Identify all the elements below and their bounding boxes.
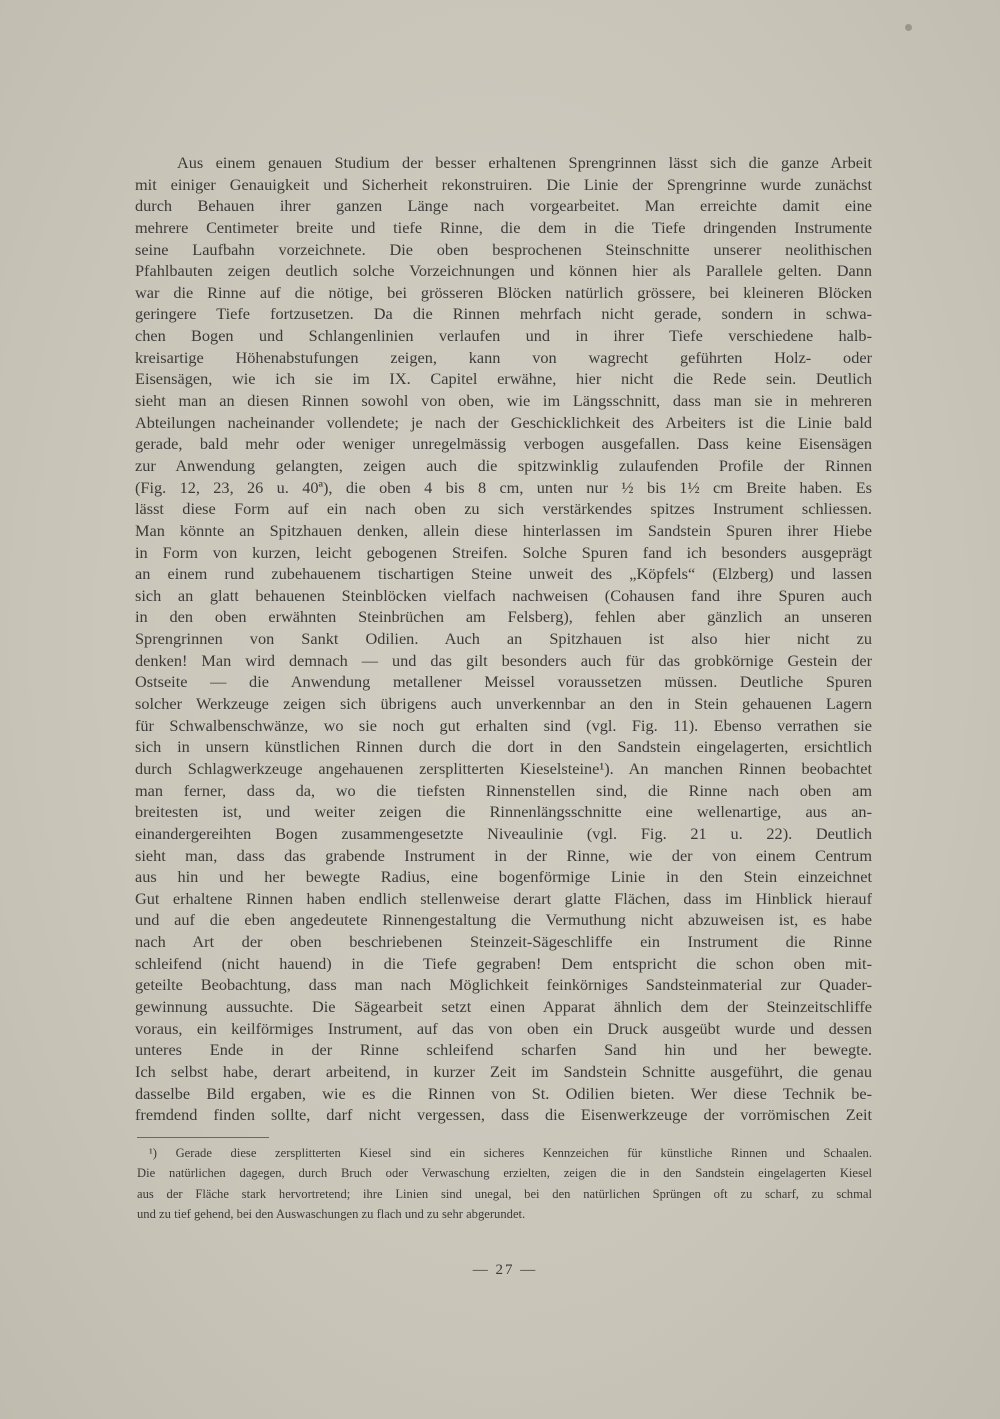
text-line: chen Bogen und Schlangenlinien verlaufen und in ihrer Tiefe verschiedene halb- [135,326,872,346]
text-line: man ferner, dass da, wo die tiefsten Rinnenstellen sind, die Rinne nach oben am [135,780,872,800]
text-line: dasselbe Bild ergaben, wie es die Rinnen von St. Odilien bieten. Wer diese Technik be- [135,1083,872,1103]
ink-speck [905,24,912,31]
text-line: geringere Tiefe fortzusetzen. Da die Rinnen mehrfach nicht gerade, sondern in schwa- [135,304,872,324]
text-line: Man könnte an Spitzhauen denken, allein diese hinterlassen im Sandstein Spuren ihrer Hiebe [135,520,872,540]
text-line: denken! Man wird demnach — und das gilt besonders auch für das grobkörnige Gestein der [135,650,872,670]
footnote-line: und zu tief gehend, bei den Auswaschungen zu flach und zu sehr abgerundet. [137,1206,526,1221]
footnote-divider [137,1137,269,1138]
text-line: durch Schlagwerkzeuge angehauenen zersplitterten Kieselsteine¹). An manchen Rinnen beobachtet [135,758,872,778]
text-line: Pfahlbauten zeigen deutlich solche Vorzeichnungen und können hier als Parallele gelten. Dann [135,261,872,281]
text-line: aus hin und her bewegte Radius, eine bogenförmige Linie in den Stein einzeichnet [135,867,872,887]
text-line: sich an glatt behauenen Steinblöcken vielfach nachweisen (Cohausen fand ihre Spuren auch [135,585,872,605]
text-line: in den oben erwähnten Steinbrüchen am Felsberg), fehlen aber gänzlich an unseren [135,607,872,627]
text-line: Eisensägen, wie ich sie im IX. Capitel erwähne, hier nicht die Rede sein. Deutlich [135,369,872,389]
text-line: nach Art der oben beschriebenen Steinzeit-Sägeschliffe ein Instrument die Rinne [135,932,872,952]
body-text [135,152,872,1126]
text-line: unteres Ende in der Rinne schleifend scharfen Sand hin und her bewegte. [135,1040,872,1060]
text-line: breitesten ist, und weiter zeigen die Rinnenlängsschnitte eine wellenartige, aus an- [135,802,872,822]
text-line: Abteilungen nacheinander vollendete; je nach der Geschicklichkeit des Arbeiters ist die Linie bald [135,412,872,432]
text-line: geteilte Beobachtung, dass man nach Möglichkeit feinkörniges Sandsteinmaterial zur Quader- [135,975,872,995]
footnote-line: Die natürlichen dagegen, durch Bruch oder Verwaschung erzielten, zeigen die in den Sandstein eingelagerten Kiesel [137,1166,872,1181]
text-line: gewinnung aussuchte. Die Sägearbeit setzt einen Apparat ähnlich dem der Steinzeitschliffe [135,996,872,1016]
text-line: gerade, bald mehr oder weniger unregelmässig verbogen ausgefallen. Dass keine Eisensägen [135,434,872,454]
text-line: zur Anwendung gelangten, zeigen auch die spitzwinklig zulaufenden Profile der Rinnen [135,455,872,475]
footnote-line: ¹) Gerade diese zersplitterten Kiesel sind ein sicheres Kennzeichen für künstliche Rinnen und Schaalen. [149,1146,872,1160]
text-line: lässt diese Form auf ein nach oben zu sich verstärkendes spitzes Instrument schliessen. [135,499,872,519]
text-line: Aus einem genauen Studium der besser erhaltenen Sprengrinnen lässt sich die ganze Arbeit [177,153,872,172]
text-line: mehrere Centimeter breite und tiefe Rinne, die dem in die Tiefe dringenden Instrumente [135,217,872,237]
text-line: Ich selbst habe, derart arbeitend, in kurzer Zeit im Sandstein Schnitte ausgeführt, die genau [135,1061,872,1081]
text-line: fremdend finden sollte, darf nicht vergessen, dass die Eisenwerkzeuge der vorrömischen Zeit [135,1105,872,1125]
text-line: kreisartige Höhenabstufungen zeigen, kann von wagrecht geführten Holz- oder [135,347,872,367]
text-line: Ostseite — die Anwendung metallener Meissel voraussetzen müssen. Deutliche Spuren [135,672,872,692]
text-line: mit einiger Genauigkeit und Sicherheit rekonstruiren. Die Linie der Sprengrinne wurde zunächst [135,174,872,194]
text-line: sieht man, dass das grabende Instrument in der Rinne, wie der von einem Centrum [135,845,872,865]
text-line: Sprengrinnen von Sankt Odilien. Auch an Spitzhauen ist also hier nicht zu [135,629,872,649]
text-line: sieht man an diesen Rinnen sowohl von oben, wie im Längsschnitt, dass man sie in mehreren [135,391,872,411]
text-line: an einem rund zubehauenem tischartigen Steine unweit des „Köpfels“ (Elzberg) und lassen [135,564,872,584]
text-line: Gut erhaltene Rinnen haben endlich stellenweise derart glatte Flächen, dass im Hinblick hierauf [135,888,872,908]
text-line: war die Rinne auf die nötige, bei grösseren Blöcken natürlich grössere, bei kleineren Blöcken [135,282,872,302]
text-line: seine Laufbahn vorzeichnete. Die oben besprochenen Steinschnitte unserer neolithischen [135,239,872,259]
text-line: (Fig. 12, 23, 26 u. 40ª), die oben 4 bis 8 cm, unten nur ½ bis 1½ cm Breite haben. Es [135,477,872,497]
text-line: schleifend (nicht hauend) in die Tiefe gegraben! Dem entspricht die schon oben mit- [135,953,872,973]
text-line: und auf die eben angedeutete Rinnengestaltung die Vermuthung nicht abzuweisen ist, es habe [135,910,872,930]
text-line: durch Behauen ihrer ganzen Länge nach vorgearbeitet. Man erreichte damit eine [135,196,872,216]
text-line: für Schwalbenschwänze, wo sie noch gut erhalten sind (vgl. Fig. 11). Ebenso verrathen sie [135,715,872,735]
text-line: sich in unsern künstlichen Rinnen durch die dort in den Sandstein eingelagerten, ersichtlich [135,737,872,757]
footnotes [137,1143,872,1224]
text-line: voraus, ein keilförmiges Instrument, auf das von oben ein Druck ausgeübt wurde und dessen [135,1018,872,1038]
text-line: in Form von kurzen, leicht gebogenen Streifen. Solche Spuren fand ich besonders ausgeprägt [135,542,872,562]
page-number: — 27 — [472,1262,538,1278]
text-line: solcher Werkzeuge zeigen sich übrigens auch unverkennbar an den in Stein gehauenen Lagern [135,694,872,714]
text-line: einandergereihten Bogen zusammengesetzte Niveaulinie (vgl. Fig. 21 u. 22). Deutlich [135,823,872,843]
footnote-line: aus der Fläche stark hervortretend; ihre Linien sind unegal, bei den natürlichen Sprüngen oft zu scharf, zu schmal [137,1186,872,1201]
